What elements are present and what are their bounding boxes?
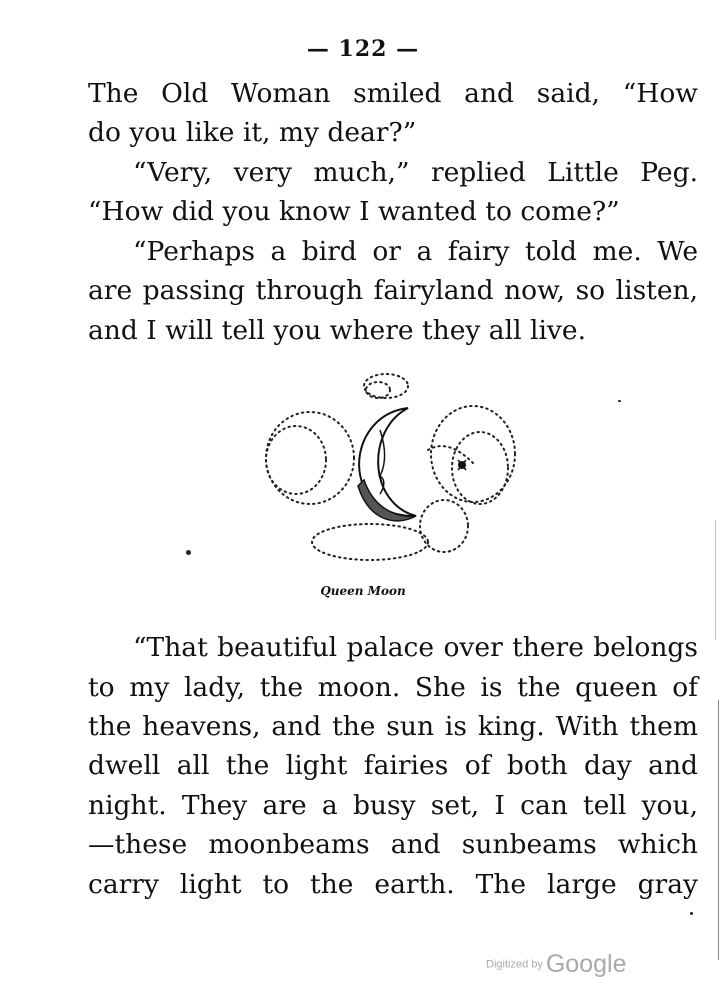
watermark-prefix: Digitized by: [486, 958, 543, 971]
illustration-caption: Queen Moon: [320, 584, 406, 598]
digitization-watermark: [486, 950, 626, 979]
text-line: are passing through fairyland now, so listen,: [88, 275, 698, 306]
watermark-brand: Google: [545, 950, 627, 978]
page-edge-line: [715, 520, 716, 640]
text-line: carry light to the earth. The large gray: [88, 869, 698, 900]
text-line: “That beautiful palace over there belongs: [133, 632, 698, 663]
page-edge-line: [718, 700, 719, 960]
text-line: the heavens, and the sun is king. With them: [88, 711, 698, 742]
ink-speck: [618, 400, 621, 402]
text-line: “Perhaps a bird or a fairy told me. We: [133, 236, 698, 267]
text-line: “Very, very much,” replied Little Peg.: [133, 157, 698, 188]
text-line: dwell all the light fairies of both day and: [88, 750, 698, 781]
ink-speck: [690, 912, 693, 915]
text-line: The Old Woman smiled and said, “How: [88, 78, 698, 109]
queen-moon-illustration: [248, 368, 528, 578]
text-line: night. They are a busy set, I can tell you,: [88, 790, 698, 821]
text-line: do you like it, my dear?”: [88, 117, 417, 148]
text-line: “How did you know I wanted to come?”: [88, 196, 620, 227]
text-line: to my lady, the moon. She is the queen of: [88, 672, 698, 703]
page-number: — 122 —: [306, 36, 420, 62]
ink-speck: [186, 550, 191, 555]
text-line: and I will tell you where they all live.: [88, 315, 587, 346]
text-line: —these moonbeams and sunbeams which: [88, 829, 698, 860]
